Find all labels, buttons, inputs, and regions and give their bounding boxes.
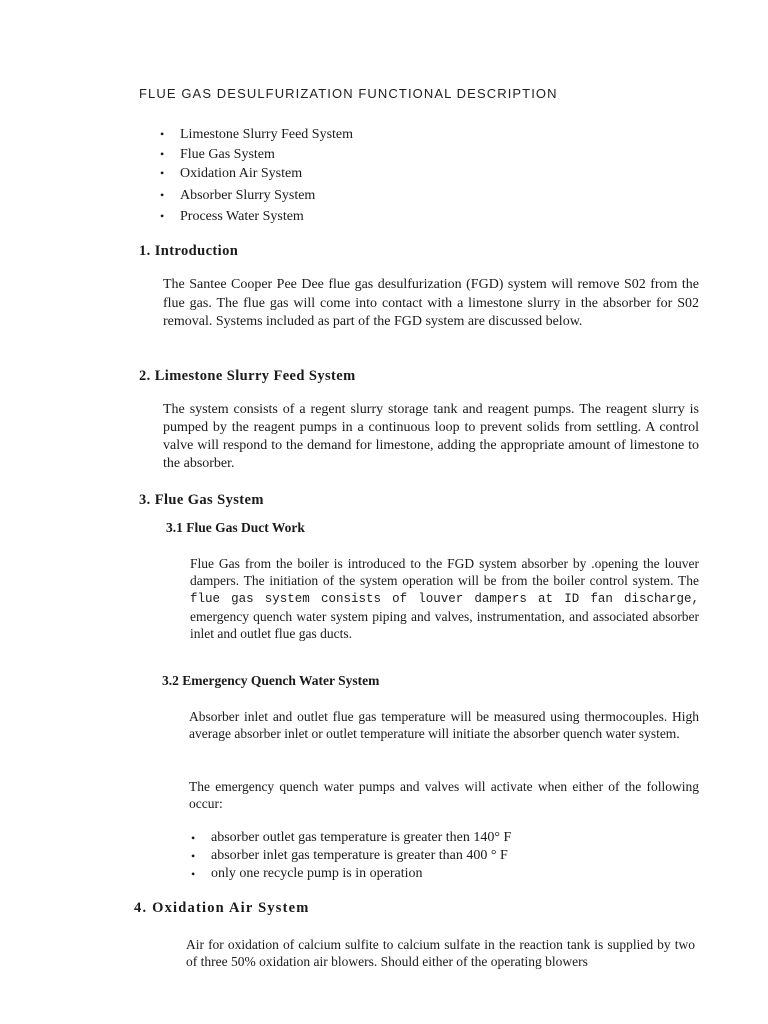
section-heading-oxidation: 4. Oxidation Air System <box>134 900 310 916</box>
bullet-icon: • <box>160 187 165 202</box>
document-title: FLUE GAS DESULFURIZATION FUNCTIONAL DESCRIPTION <box>139 86 558 101</box>
section-heading-flue-gas: 3. Flue Gas System <box>139 492 264 508</box>
list-item: • absorber inlet gas temperature is greater than 400 ° F <box>191 848 508 863</box>
list-item: • Flue Gas System <box>180 145 353 165</box>
quench-paragraph-2: The emergency quench water pumps and valves will activate when either of the following occur: <box>189 779 699 811</box>
list-item: • Process Water System <box>180 207 353 227</box>
subsection-heading-duct-work: 3.1 Flue Gas Duct Work <box>166 520 305 535</box>
duct-work-paragraph: Flue Gas from the boiler is introduced to the FGD system absorber by .opening the louver dampers. The initiation of the system operation will be from the boiler control system. The flue gas system consists of louver dampers at ID fan discharge, emergency quench water system piping and valves, instrumentation, and associated absorber inlet and outlet flue gas ducts. <box>190 556 699 641</box>
list-item: • absorber outlet gas temperature is greater then 140° F <box>191 830 512 845</box>
list-item: • Absorber Slurry System <box>180 186 353 206</box>
bullet-icon: • <box>191 831 196 845</box>
bullet-icon: • <box>191 867 196 881</box>
introduction-paragraph: The Santee Cooper Pee Dee flue gas desulfurization (FGD) system will remove S02 from the flue gas. The flue gas will come into contact with a limestone slurry in the absorber for S02 removal. Systems included as part of the FGD system are discussed below. <box>163 277 699 329</box>
bullet-icon: • <box>160 127 165 141</box>
section-heading-introduction: 1. Introduction <box>139 243 239 259</box>
bullet-icon: • <box>160 166 165 180</box>
subsection-heading-quench: 3.2 Emergency Quench Water System <box>162 673 380 688</box>
quench-paragraph-1: Absorber inlet and outlet flue gas temperature will be measured using thermocouples. High average absorber inlet or outlet temperature will initiate the absorber quench water system. <box>189 709 699 741</box>
bullet-icon: • <box>160 146 165 161</box>
bullet-icon: • <box>191 849 196 863</box>
section-heading-limestone: 2. Limestone Slurry Feed System <box>139 368 356 384</box>
quench-conditions-list <box>191 829 512 883</box>
list-item: • Limestone Slurry Feed System <box>180 125 353 145</box>
bullet-icon: • <box>160 209 165 223</box>
systems-list <box>160 125 354 227</box>
list-item: • only one recycle pump is in operation <box>191 866 423 881</box>
list-item: • Oxidation Air System <box>180 164 353 184</box>
oxidation-paragraph: Air for oxidation of calcium sulfite to calcium sulfate in the reaction tank is supplied by two of three 50% oxidation air blowers. Should either of the operating blowers <box>186 937 695 969</box>
limestone-paragraph: The system consists of a regent slurry storage tank and reagent pumps. The reagent slurry is pumped by the reagent pumps in a continuous loop to prevent solids from settling. A control valve will respond to the demand for limestone, adding the appropriate amount of limestone to the absorber. <box>163 402 699 471</box>
